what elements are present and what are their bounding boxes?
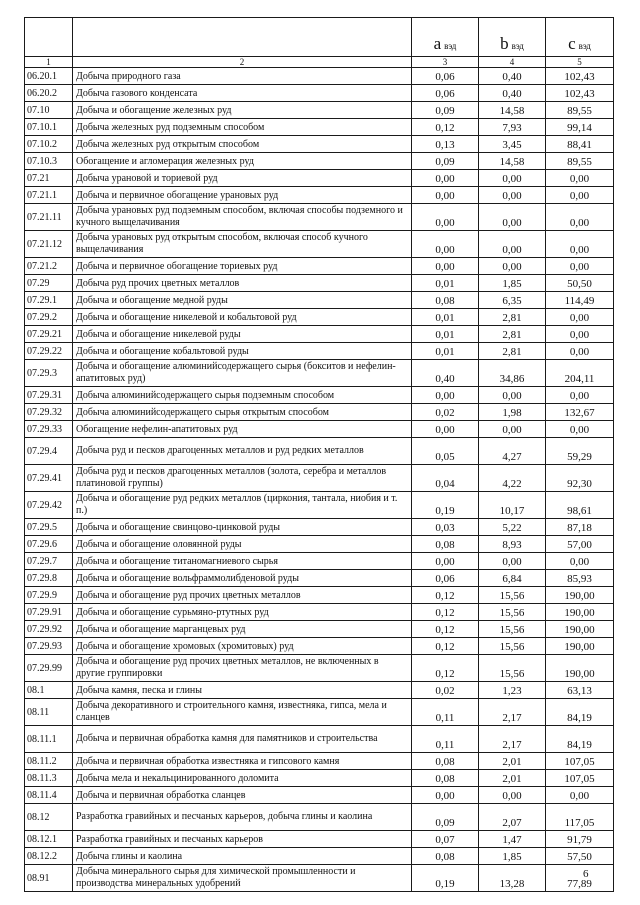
row-code: 08.12.1 xyxy=(25,831,73,848)
table-row xyxy=(25,848,614,865)
row-code: 07.10.3 xyxy=(25,153,73,170)
row-b-value: 2,17 xyxy=(479,726,546,753)
table-row xyxy=(25,638,614,655)
row-b-value: 10,17 xyxy=(479,492,546,519)
row-c-value: 84,19 xyxy=(546,699,614,726)
row-a-value: 0,11 xyxy=(412,726,479,753)
row-a-value: 0,06 xyxy=(412,85,479,102)
row-b-value: 0,00 xyxy=(479,387,546,404)
page-number: 6 xyxy=(583,868,589,880)
row-b-value: 0,00 xyxy=(479,421,546,438)
table-body xyxy=(25,18,614,892)
row-c-value: 87,18 xyxy=(546,519,614,536)
row-b-value: 3,45 xyxy=(479,136,546,153)
row-code: 07.21.1 xyxy=(25,187,73,204)
row-name: Добыча руд и песков драгоценных металлов (золота, серебра и металлов платиновой группы) xyxy=(73,465,412,492)
row-b-value: 0,40 xyxy=(479,68,546,85)
table-row xyxy=(25,831,614,848)
row-a-value: 0,19 xyxy=(412,492,479,519)
row-c-value: 190,00 xyxy=(546,621,614,638)
row-name: Добыча и первичная обработка сланцев xyxy=(73,787,412,804)
table-row xyxy=(25,587,614,604)
row-name: Добыча и обогащение руд прочих цветных металлов, не включенных в другие группировки xyxy=(73,655,412,682)
table-header-row xyxy=(25,18,614,57)
coefficients-table xyxy=(24,17,614,892)
row-c-value: 102,43 xyxy=(546,85,614,102)
row-b-value: 0,40 xyxy=(479,85,546,102)
row-code: 08.11 xyxy=(25,699,73,726)
row-b-value: 0,00 xyxy=(479,231,546,258)
row-a-value: 0,02 xyxy=(412,404,479,421)
row-code: 08.12.2 xyxy=(25,848,73,865)
row-name: Разработка гравийных и песчаных карьеров, добыча глины и каолина xyxy=(73,804,412,831)
row-a-value: 0,00 xyxy=(412,387,479,404)
row-a-value: 0,09 xyxy=(412,102,479,119)
row-code: 08.11.1 xyxy=(25,726,73,753)
row-c-value: 0,00 xyxy=(546,553,614,570)
row-b-value: 1,23 xyxy=(479,682,546,699)
header-a-letter: a xyxy=(433,34,442,53)
row-code: 07.29.3 xyxy=(25,360,73,387)
row-c-value: 98,61 xyxy=(546,492,614,519)
row-a-value: 0,03 xyxy=(412,519,479,536)
row-name: Добыча и обогащение руд прочих цветных металлов xyxy=(73,587,412,604)
row-name: Добыча мела и некальцинированного доломита xyxy=(73,770,412,787)
header-c-sub: вэд xyxy=(578,41,591,51)
row-b-value: 1,85 xyxy=(479,275,546,292)
row-a-value: 0,12 xyxy=(412,621,479,638)
row-a-value: 0,01 xyxy=(412,326,479,343)
row-name: Добыча и первичная обработка камня для памятников и строительства xyxy=(73,726,412,753)
table-row xyxy=(25,770,614,787)
row-b-value: 0,00 xyxy=(479,553,546,570)
column-number: 2 xyxy=(73,57,412,68)
row-b-value: 0,00 xyxy=(479,204,546,231)
row-a-value: 0,12 xyxy=(412,655,479,682)
row-c-value: 0,00 xyxy=(546,187,614,204)
row-name: Добыча урановых руд открытым способом, включая способ кучного выщелачивания xyxy=(73,231,412,258)
row-name: Добыча декоративного и строительного камня, известняка, гипса, мела и сланцев xyxy=(73,699,412,726)
row-name: Добыча и первичная обработка известняка и гипсового камня xyxy=(73,753,412,770)
row-c-value: 190,00 xyxy=(546,655,614,682)
row-code: 07.29.4 xyxy=(25,438,73,465)
row-a-value: 0,08 xyxy=(412,536,479,553)
row-code: 07.10.2 xyxy=(25,136,73,153)
row-c-value: 77,89 xyxy=(546,865,614,892)
row-name: Добыча и обогащение хромовых (хромитовых) руд xyxy=(73,638,412,655)
table-row xyxy=(25,136,614,153)
row-code: 07.29.21 xyxy=(25,326,73,343)
row-c-value: 85,93 xyxy=(546,570,614,587)
row-c-value: 0,00 xyxy=(546,343,614,360)
row-name: Добыча минерального сырья для химической промышленности и производства минеральных удобрений xyxy=(73,865,412,892)
table-row xyxy=(25,326,614,343)
row-c-value: 88,41 xyxy=(546,136,614,153)
row-c-value: 84,19 xyxy=(546,726,614,753)
row-c-value: 89,55 xyxy=(546,153,614,170)
row-code: 07.29.33 xyxy=(25,421,73,438)
row-code: 07.29.93 xyxy=(25,638,73,655)
row-code: 07.21 xyxy=(25,170,73,187)
row-name: Добыча руд и песков драгоценных металлов и руд редких металлов xyxy=(73,438,412,465)
row-b-value: 0,00 xyxy=(479,787,546,804)
row-c-value: 0,00 xyxy=(546,421,614,438)
row-b-value: 15,56 xyxy=(479,587,546,604)
row-name: Добыча и обогащение марганцевых руд xyxy=(73,621,412,638)
row-name: Добыча и первичное обогащение урановых руд xyxy=(73,187,412,204)
column-number-row xyxy=(25,57,614,68)
table-row xyxy=(25,726,614,753)
row-name: Добыча и обогащение никелевой и кобальтовой руд xyxy=(73,309,412,326)
row-b-value: 2,01 xyxy=(479,770,546,787)
row-c-value: 190,00 xyxy=(546,638,614,655)
row-c-value: 107,05 xyxy=(546,770,614,787)
row-b-value: 4,27 xyxy=(479,438,546,465)
row-b-value: 1,85 xyxy=(479,848,546,865)
row-code: 06.20.1 xyxy=(25,68,73,85)
header-b-ved xyxy=(479,18,546,57)
row-c-value: 50,50 xyxy=(546,275,614,292)
row-name: Добыча алюминийсодержащего сырья подземным способом xyxy=(73,387,412,404)
header-b-letter: b xyxy=(500,34,509,53)
column-number: 5 xyxy=(546,57,614,68)
document-page xyxy=(24,17,614,892)
row-b-value: 2,07 xyxy=(479,804,546,831)
row-a-value: 0,12 xyxy=(412,587,479,604)
header-a-sub: вэд xyxy=(444,41,457,51)
row-code: 06.20.2 xyxy=(25,85,73,102)
table-row xyxy=(25,753,614,770)
row-b-value: 2,01 xyxy=(479,753,546,770)
header-code xyxy=(25,18,73,57)
table-row xyxy=(25,275,614,292)
table-row xyxy=(25,343,614,360)
row-name: Добыча и обогащение кобальтовой руды xyxy=(73,343,412,360)
row-b-value: 6,84 xyxy=(479,570,546,587)
row-a-value: 0,05 xyxy=(412,438,479,465)
row-name: Добыча глины и каолина xyxy=(73,848,412,865)
row-a-value: 0,04 xyxy=(412,465,479,492)
row-code: 07.29.42 xyxy=(25,492,73,519)
column-number: 4 xyxy=(479,57,546,68)
row-c-value: 63,13 xyxy=(546,682,614,699)
row-b-value: 8,93 xyxy=(479,536,546,553)
row-b-value: 13,28 xyxy=(479,865,546,892)
row-b-value: 0,00 xyxy=(479,170,546,187)
row-c-value: 0,00 xyxy=(546,387,614,404)
row-code: 07.29.22 xyxy=(25,343,73,360)
header-c-ved xyxy=(546,18,614,57)
row-a-value: 0,12 xyxy=(412,119,479,136)
row-c-value: 57,00 xyxy=(546,536,614,553)
row-code: 07.29.8 xyxy=(25,570,73,587)
row-a-value: 0,00 xyxy=(412,187,479,204)
row-b-value: 0,00 xyxy=(479,258,546,275)
table-row xyxy=(25,360,614,387)
row-a-value: 0,00 xyxy=(412,553,479,570)
header-name xyxy=(73,18,412,57)
row-b-value: 15,56 xyxy=(479,655,546,682)
table-row xyxy=(25,309,614,326)
table-row xyxy=(25,292,614,309)
row-a-value: 0,08 xyxy=(412,848,479,865)
table-row xyxy=(25,465,614,492)
row-name: Добыча и обогащение медной руды xyxy=(73,292,412,309)
table-row xyxy=(25,682,614,699)
row-c-value: 190,00 xyxy=(546,587,614,604)
row-name: Добыча алюминийсодержащего сырья открытым способом xyxy=(73,404,412,421)
table-row xyxy=(25,865,614,892)
row-name: Добыча и первичное обогащение ториевых руд xyxy=(73,258,412,275)
row-name: Добыча и обогащение никелевой руды xyxy=(73,326,412,343)
row-b-value: 15,56 xyxy=(479,621,546,638)
row-b-value: 4,22 xyxy=(479,465,546,492)
table-row xyxy=(25,204,614,231)
table-row xyxy=(25,553,614,570)
row-a-value: 0,13 xyxy=(412,136,479,153)
row-code: 07.29.2 xyxy=(25,309,73,326)
row-b-value: 5,22 xyxy=(479,519,546,536)
row-a-value: 0,08 xyxy=(412,292,479,309)
row-a-value: 0,02 xyxy=(412,682,479,699)
row-a-value: 0,06 xyxy=(412,68,479,85)
row-code: 08.11.3 xyxy=(25,770,73,787)
row-code: 07.29.7 xyxy=(25,553,73,570)
row-c-value: 117,05 xyxy=(546,804,614,831)
table-row xyxy=(25,68,614,85)
row-code: 07.29.1 xyxy=(25,292,73,309)
row-c-value: 114,49 xyxy=(546,292,614,309)
table-row xyxy=(25,187,614,204)
row-code: 07.29.31 xyxy=(25,387,73,404)
row-b-value: 34,86 xyxy=(479,360,546,387)
row-name: Добыча и обогащение руд редких металлов (циркония, тантала, ниобия и т. п.) xyxy=(73,492,412,519)
row-c-value: 89,55 xyxy=(546,102,614,119)
row-code: 07.21.11 xyxy=(25,204,73,231)
row-b-value: 14,58 xyxy=(479,153,546,170)
row-b-value: 2,81 xyxy=(479,326,546,343)
row-name: Обогащение нефелин-апатитовых руд xyxy=(73,421,412,438)
row-c-value: 0,00 xyxy=(546,204,614,231)
row-c-value: 0,00 xyxy=(546,326,614,343)
row-code: 07.21.2 xyxy=(25,258,73,275)
table-row xyxy=(25,536,614,553)
row-b-value: 14,58 xyxy=(479,102,546,119)
row-a-value: 0,11 xyxy=(412,699,479,726)
row-b-value: 0,00 xyxy=(479,187,546,204)
row-name: Добыча природного газа xyxy=(73,68,412,85)
row-a-value: 0,07 xyxy=(412,831,479,848)
row-name: Добыча камня, песка и глины xyxy=(73,682,412,699)
row-name: Добыча и обогащение сурьмяно-ртутных руд xyxy=(73,604,412,621)
row-a-value: 0,00 xyxy=(412,170,479,187)
row-name: Добыча железных руд подземным способом xyxy=(73,119,412,136)
row-a-value: 0,00 xyxy=(412,204,479,231)
table-row xyxy=(25,492,614,519)
row-name: Обогащение и агломерация железных руд xyxy=(73,153,412,170)
row-name: Добыча руд прочих цветных металлов xyxy=(73,275,412,292)
column-number: 1 xyxy=(25,57,73,68)
row-code: 07.29.99 xyxy=(25,655,73,682)
row-name: Добыча и обогащение алюминийсодержащего сырья (бокситов и нефелин-апатитовых руд) xyxy=(73,360,412,387)
table-row xyxy=(25,102,614,119)
row-c-value: 91,79 xyxy=(546,831,614,848)
row-a-value: 0,08 xyxy=(412,770,479,787)
row-name: Разработка гравийных и песчаных карьеров xyxy=(73,831,412,848)
row-a-value: 0,09 xyxy=(412,153,479,170)
row-code: 07.29.32 xyxy=(25,404,73,421)
row-c-value: 59,29 xyxy=(546,438,614,465)
table-row xyxy=(25,519,614,536)
table-row xyxy=(25,258,614,275)
table-row xyxy=(25,421,614,438)
table-row xyxy=(25,787,614,804)
row-code: 07.10.1 xyxy=(25,119,73,136)
row-name: Добыча и обогащение оловянной руды xyxy=(73,536,412,553)
row-a-value: 0,00 xyxy=(412,258,479,275)
row-b-value: 1,47 xyxy=(479,831,546,848)
row-b-value: 2,81 xyxy=(479,343,546,360)
row-code: 07.29.92 xyxy=(25,621,73,638)
row-c-value: 0,00 xyxy=(546,170,614,187)
row-a-value: 0,19 xyxy=(412,865,479,892)
row-name: Добыча железных руд открытым способом xyxy=(73,136,412,153)
row-b-value: 15,56 xyxy=(479,638,546,655)
row-name: Добыча урановой и ториевой руд xyxy=(73,170,412,187)
row-a-value: 0,12 xyxy=(412,604,479,621)
row-c-value: 99,14 xyxy=(546,119,614,136)
table-row xyxy=(25,570,614,587)
row-code: 07.29.5 xyxy=(25,519,73,536)
row-code: 07.29.6 xyxy=(25,536,73,553)
row-code: 08.11.4 xyxy=(25,787,73,804)
row-code: 07.10 xyxy=(25,102,73,119)
row-b-value: 7,93 xyxy=(479,119,546,136)
row-c-value: 0,00 xyxy=(546,231,614,258)
row-a-value: 0,01 xyxy=(412,309,479,326)
row-name: Добыча газового конденсата xyxy=(73,85,412,102)
table-row xyxy=(25,231,614,258)
row-a-value: 0,06 xyxy=(412,570,479,587)
table-row xyxy=(25,170,614,187)
row-a-value: 0,01 xyxy=(412,343,479,360)
row-code: 08.91 xyxy=(25,865,73,892)
table-row xyxy=(25,85,614,102)
row-code: 07.29.9 xyxy=(25,587,73,604)
table-row xyxy=(25,404,614,421)
row-b-value: 15,56 xyxy=(479,604,546,621)
row-code: 08.1 xyxy=(25,682,73,699)
row-a-value: 0,00 xyxy=(412,787,479,804)
row-code: 08.11.2 xyxy=(25,753,73,770)
table-row xyxy=(25,604,614,621)
table-row xyxy=(25,699,614,726)
row-name: Добыча урановых руд подземным способом, включая способы подземного и кучного выщелачивания xyxy=(73,204,412,231)
row-a-value: 0,12 xyxy=(412,638,479,655)
header-a-ved xyxy=(412,18,479,57)
row-name: Добыча и обогащение вольфраммолибденовой руды xyxy=(73,570,412,587)
row-c-value: 107,05 xyxy=(546,753,614,770)
row-code: 07.29.91 xyxy=(25,604,73,621)
row-c-value: 132,67 xyxy=(546,404,614,421)
row-b-value: 6,35 xyxy=(479,292,546,309)
row-code: 07.29 xyxy=(25,275,73,292)
row-c-value: 190,00 xyxy=(546,604,614,621)
row-a-value: 0,08 xyxy=(412,753,479,770)
column-number: 3 xyxy=(412,57,479,68)
header-c-letter: c xyxy=(568,34,576,53)
row-c-value: 0,00 xyxy=(546,309,614,326)
table-row xyxy=(25,387,614,404)
table-row xyxy=(25,438,614,465)
row-a-value: 0,00 xyxy=(412,421,479,438)
row-name: Добыча и обогащение титаномагниевого сырья xyxy=(73,553,412,570)
row-c-value: 0,00 xyxy=(546,258,614,275)
row-c-value: 0,00 xyxy=(546,787,614,804)
header-b-sub: вэд xyxy=(511,41,524,51)
row-code: 07.29.41 xyxy=(25,465,73,492)
row-c-value: 204,11 xyxy=(546,360,614,387)
row-a-value: 0,00 xyxy=(412,231,479,258)
row-c-value: 92,30 xyxy=(546,465,614,492)
table-row xyxy=(25,153,614,170)
row-c-value: 102,43 xyxy=(546,68,614,85)
row-b-value: 1,98 xyxy=(479,404,546,421)
row-a-value: 0,40 xyxy=(412,360,479,387)
row-name: Добыча и обогащение железных руд xyxy=(73,102,412,119)
row-name: Добыча и обогащение свинцово-цинковой руды xyxy=(73,519,412,536)
row-code: 07.21.12 xyxy=(25,231,73,258)
row-b-value: 2,17 xyxy=(479,699,546,726)
table-row xyxy=(25,119,614,136)
table-row xyxy=(25,804,614,831)
row-code: 08.12 xyxy=(25,804,73,831)
row-a-value: 0,01 xyxy=(412,275,479,292)
table-row xyxy=(25,655,614,682)
row-a-value: 0,09 xyxy=(412,804,479,831)
row-c-value: 57,50 xyxy=(546,848,614,865)
table-row xyxy=(25,621,614,638)
row-b-value: 2,81 xyxy=(479,309,546,326)
